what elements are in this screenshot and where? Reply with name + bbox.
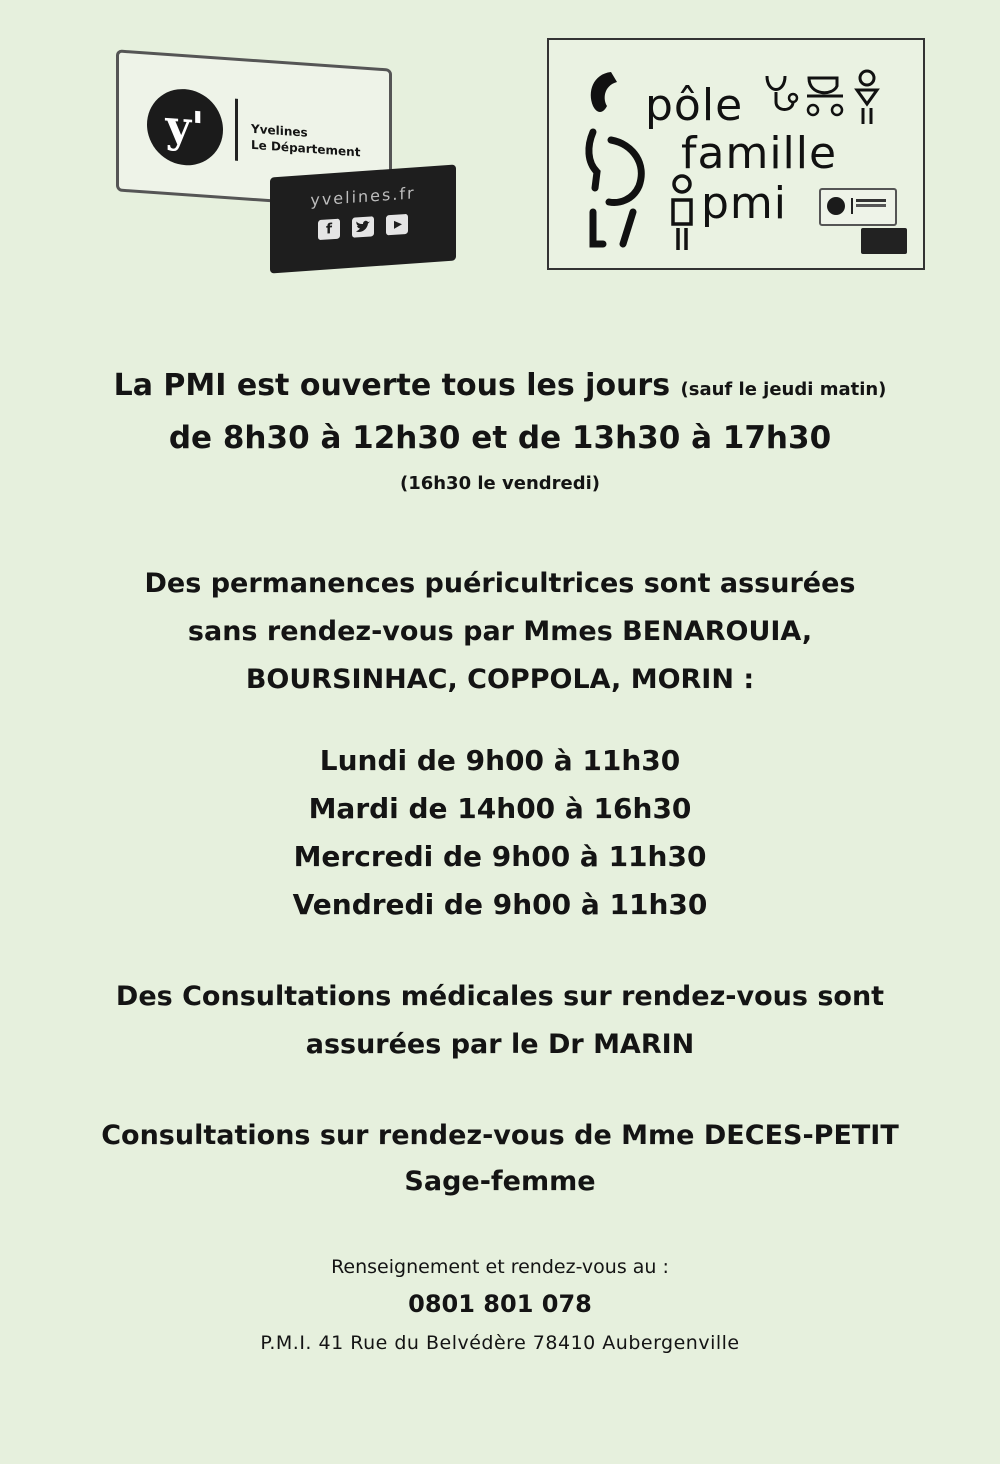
- yvelines-mini-y-icon: [827, 197, 845, 215]
- schedule-item: Vendredi de 9h00 à 11h30: [292, 888, 708, 921]
- yvelines-website-block: [270, 164, 456, 273]
- yvelines-mini-card: [819, 188, 897, 226]
- permanences-block: [0, 560, 1000, 704]
- permanences-line: BOURSINHAC, COPPOLA, MORIN :: [245, 664, 755, 695]
- yvelines-subtitle: Le Département: [251, 137, 361, 160]
- permanences-line: Des permanences puéricultrices sont assurées: [144, 568, 856, 599]
- youtube-icon: [386, 214, 408, 236]
- pole-title-line3: pmi: [701, 178, 788, 229]
- permanences-line: sans rendez-vous par Mmes BENAROUIA,: [187, 616, 813, 647]
- stethoscope-stroller-child-icons: [763, 68, 883, 128]
- schedule-item: Mardi de 14h00 à 16h30: [308, 792, 692, 825]
- yvelines-mini-logo: [819, 188, 909, 258]
- schedule-item: Lundi de 9h00 à 11h30: [319, 744, 681, 777]
- social-icons: [270, 210, 456, 243]
- yvelines-y-icon: y': [147, 87, 223, 168]
- yvelines-logo: [112, 55, 472, 270]
- midwife-title: Sage-femme: [404, 1166, 596, 1197]
- medical-consultations-line: assurées par le Dr MARIN: [305, 1029, 695, 1060]
- child-icon: [667, 174, 697, 254]
- facebook-icon: f: [318, 219, 340, 241]
- yvelines-logo-separator: [235, 99, 238, 161]
- yvelines-website: yvelines.fr: [310, 183, 416, 210]
- friday-note: (16h30 le vendredi): [399, 473, 601, 494]
- contact-address: P.M.I. 41 Rue du Belvédère 78410 Aubergenville: [260, 1332, 740, 1354]
- yvelines-name: Yvelines: [251, 121, 308, 140]
- opening-times: de 8h30 à 12h30 et de 13h30 à 17h30: [168, 420, 832, 456]
- opening-days: La PMI est ouverte tous les jours: [113, 368, 671, 403]
- midwife-consultations-block: [0, 1113, 1000, 1205]
- pole-title-line1: pôle: [645, 80, 744, 131]
- pole-title-line2: famille: [681, 128, 838, 179]
- permanences-schedule: [0, 737, 1000, 929]
- contact-phone: 0801 801 078: [408, 1290, 592, 1318]
- twitter-icon: [352, 216, 374, 238]
- medical-consultations-line: Des Consultations médicales sur rendez-vous sont: [115, 981, 885, 1012]
- pole-famille-pmi-logo: [547, 38, 925, 270]
- contact-info-label: Renseignement et rendez-vous au :: [331, 1256, 669, 1278]
- yvelines-mini-separator: [851, 198, 853, 214]
- schedule-item: Mercredi de 9h00 à 11h30: [293, 840, 707, 873]
- yvelines-mini-text: [856, 199, 886, 202]
- opening-exception: (sauf le jeudi matin): [680, 379, 887, 400]
- medical-consultations-block: [0, 973, 1000, 1069]
- midwife-consultations-line: Consultations sur rendez-vous de Mme DECES-PETIT: [101, 1120, 899, 1151]
- yvelines-mini-website-block: [861, 228, 907, 254]
- opening-hours-heading: [0, 368, 1000, 403]
